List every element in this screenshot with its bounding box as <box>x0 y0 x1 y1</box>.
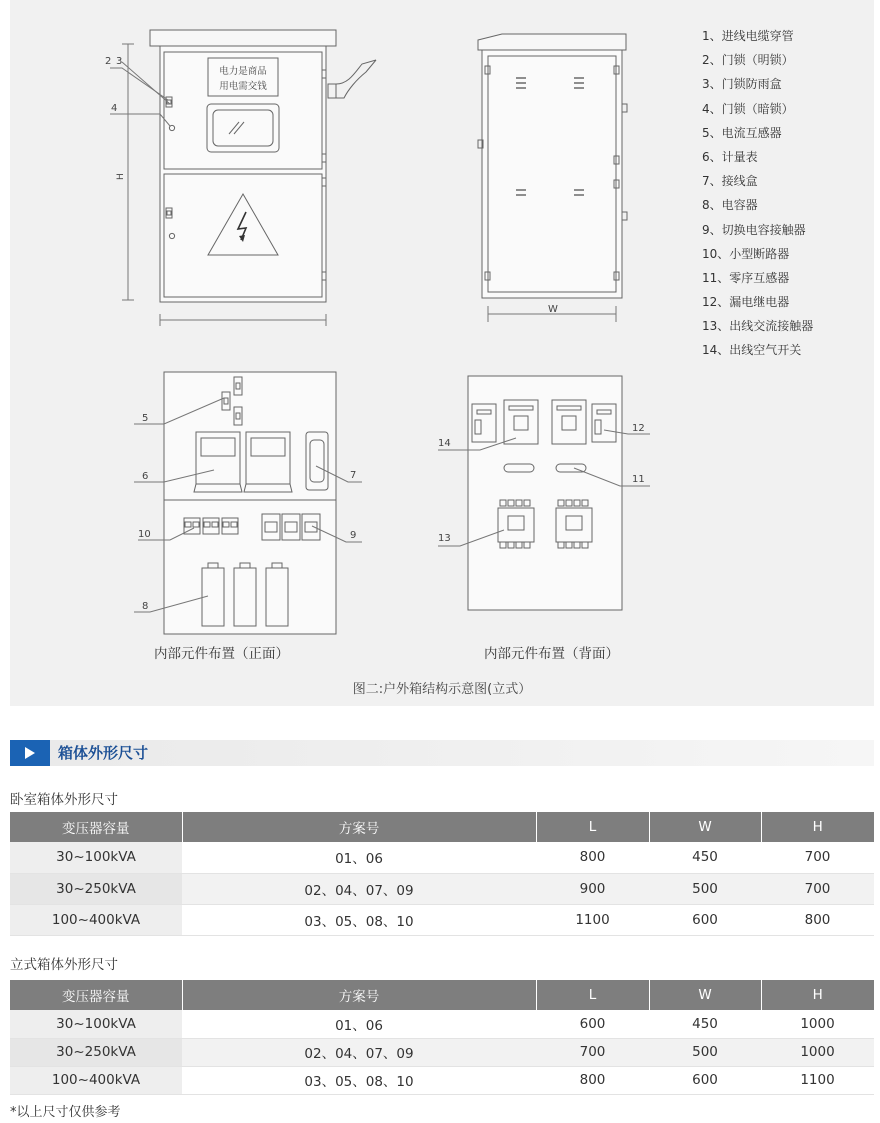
cell: 30~250kVA <box>10 1038 182 1066</box>
cell: 30~100kVA <box>10 1010 182 1038</box>
header-w: W <box>649 812 761 842</box>
callout-10: 10 <box>138 529 151 540</box>
header-h: H <box>761 980 874 1010</box>
play-icon <box>10 740 50 766</box>
cell: 700 <box>536 1038 649 1066</box>
legend-item: 10、小型断路器 <box>702 246 790 261</box>
callout-14: 14 <box>438 438 451 449</box>
callout-3: 3 <box>116 56 123 67</box>
cell: 700 <box>761 873 874 904</box>
cell: 02、04、07、09 <box>182 873 536 904</box>
cell: 450 <box>649 842 761 873</box>
structure-diagram-panel <box>10 0 874 706</box>
inner-back-layout <box>438 376 650 610</box>
table-row <box>10 904 874 935</box>
cell: 02、04、07、09 <box>182 1038 536 1066</box>
cell: 03、05、08、10 <box>182 904 536 935</box>
table-header-row <box>10 980 874 1010</box>
table-row <box>10 873 874 904</box>
cell: 100~400kVA <box>10 1066 182 1094</box>
cell: 600 <box>649 904 761 935</box>
sign-line-1: 电力是商品 <box>219 66 267 77</box>
header-capacity: 变压器容量 <box>10 980 182 1010</box>
inner-front-layout <box>134 372 362 634</box>
callout-12: 12 <box>632 423 645 434</box>
legend-item: 1、进线电缆穿管 <box>702 29 794 43</box>
table-title: 立式箱体外形尺寸 <box>10 957 118 973</box>
header-w: W <box>649 980 761 1010</box>
figure-caption: 图二:户外箱结构示意图(立式） <box>352 682 532 697</box>
header-capacity: 变压器容量 <box>10 812 182 842</box>
table-header-row <box>10 812 874 842</box>
dimension-h-label: H <box>116 173 126 180</box>
legend-item: 5、电流互感器 <box>702 125 782 140</box>
cell: 100~400kVA <box>10 904 182 935</box>
footnote: *以上尺寸仅供参考 <box>10 1105 121 1120</box>
cell: 30~250kVA <box>10 873 182 904</box>
callout-11: 11 <box>632 474 645 485</box>
cell: 800 <box>536 842 649 873</box>
table-title: 卧室箱体外形尺寸 <box>10 792 118 808</box>
cell: 01、06 <box>182 842 536 873</box>
header-l: L <box>536 812 649 842</box>
table-row <box>10 1010 874 1038</box>
table-row <box>10 1038 874 1066</box>
cell: 1000 <box>761 1010 874 1038</box>
callout-2: 2 <box>105 56 112 67</box>
legend-item: 3、门锁防雨盒 <box>702 77 782 92</box>
cell: 600 <box>536 1010 649 1038</box>
cell: 1100 <box>761 1066 874 1094</box>
header-scheme: 方案号 <box>182 980 536 1010</box>
legend-item: 6、计量表 <box>702 149 758 164</box>
table-row <box>10 1066 874 1094</box>
sign-line-2: 用电需交钱 <box>219 81 267 92</box>
dimension-w-label: W <box>548 304 558 315</box>
callout-8: 8 <box>142 601 149 612</box>
cell: 500 <box>649 873 761 904</box>
table-row <box>10 842 874 873</box>
header-l: L <box>536 980 649 1010</box>
inner-front-caption: 内部元件布置（正面） <box>154 646 289 662</box>
callout-9: 9 <box>350 530 357 541</box>
cell: 500 <box>649 1038 761 1066</box>
front-cabinet-view <box>105 30 376 326</box>
vertical-dimensions-table <box>10 980 874 1095</box>
cell: 1100 <box>536 904 649 935</box>
legend-item: 14、出线空气开关 <box>702 343 802 358</box>
header-scheme: 方案号 <box>182 812 536 842</box>
cell: 01、06 <box>182 1010 536 1038</box>
legend-item: 4、门锁（暗锁） <box>702 101 794 116</box>
callout-6: 6 <box>142 471 149 482</box>
legend-item: 11、零序互感器 <box>702 270 790 285</box>
cell: 800 <box>761 904 874 935</box>
cell: 450 <box>649 1010 761 1038</box>
cell: 700 <box>761 842 874 873</box>
header-h: H <box>761 812 874 842</box>
cell: 900 <box>536 873 649 904</box>
legend-item: 8、电容器 <box>702 198 758 213</box>
component-legend <box>702 24 813 363</box>
callout-4: 4 <box>111 103 118 114</box>
cell: 30~100kVA <box>10 842 182 873</box>
section-title: 箱体外形尺寸 <box>58 744 149 762</box>
cell: 600 <box>649 1066 761 1094</box>
callout-7: 7 <box>350 470 357 481</box>
legend-item: 9、切换电容接触器 <box>702 222 806 237</box>
legend-item: 7、接线盒 <box>702 174 758 189</box>
inner-back-caption: 内部元件布置（背面） <box>484 646 619 662</box>
section-header <box>10 740 874 766</box>
callout-5: 5 <box>142 413 149 424</box>
cell: 800 <box>536 1066 649 1094</box>
callout-13: 13 <box>438 533 451 544</box>
side-cabinet-view <box>478 34 627 322</box>
cell: 1000 <box>761 1038 874 1066</box>
legend-item: 13、出线交流接触器 <box>702 319 814 334</box>
legend-item: 2、门锁（明锁） <box>702 53 794 68</box>
legend-item: 12、漏电继电器 <box>702 295 790 310</box>
horizontal-dimensions-table <box>10 812 874 936</box>
cell: 03、05、08、10 <box>182 1066 536 1094</box>
